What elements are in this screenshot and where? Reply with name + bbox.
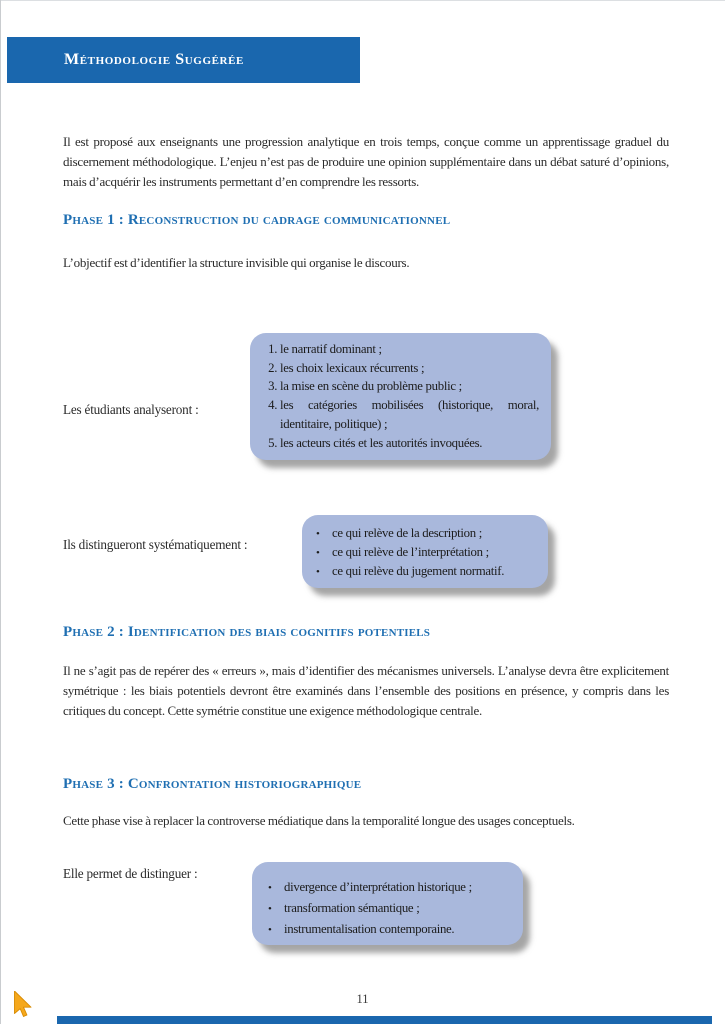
distinction-bullet-list (316, 524, 548, 581)
page-left-edge-line (0, 0, 1, 1024)
page-title: Méthodologie Suggérée (64, 51, 244, 68)
phase-2-heading: Phase 2 : Identification des biais cognitifs potentiels (63, 624, 431, 640)
outcomes-bullet-list (268, 877, 523, 940)
phase-1-lead: L’objectif est d’identifier la structure invisible qui organise le discours. (63, 255, 410, 270)
list-item: 2. les choix lexicaux récurrents ; (280, 359, 539, 378)
list-item: 3. la mise en scène du problème public ; (280, 377, 539, 396)
list-item: • instrumentalisation contemporaine. (268, 919, 523, 940)
analysis-list-box (250, 333, 551, 460)
outcomes-list-box (252, 862, 523, 945)
page-top-edge-line (0, 0, 725, 1)
footer-band (57, 1016, 712, 1024)
list-item: 4. les catégories mobilisées (historique, moral, identitaire, politique) ; (280, 396, 539, 433)
list-item: 1. le narratif dominant ; (280, 340, 539, 359)
list-item: • transformation sémantique ; (268, 898, 523, 919)
distinguish-label: Ils distingueront systématiquement : (63, 537, 248, 552)
students-analyze-label: Les étudiants analyseront : (63, 402, 199, 417)
phase-1-heading: Phase 1 : Reconstruction du cadrage communicationnel (63, 212, 451, 228)
phase-2-paragraph: Il ne s’agit pas de repérer des « erreurs », mais d’identifier des mécanismes universels. L’analyse devra être explicitement symétrique : les biais potentiels devront être examinés dans l’ensemble des positions en présence, y compris dans les critiques du concept. Cette symétrie constitue une exigence méthodologique centrale. (63, 663, 669, 718)
mouse-pointer-icon (13, 991, 34, 1018)
list-item: • ce qui relève de la description ; (316, 524, 548, 543)
section-title-bar (7, 37, 360, 83)
list-item: • divergence d’interprétation historique ; (268, 877, 523, 898)
list-item: • ce qui relève du jugement normatif. (316, 562, 548, 581)
distinction-list-box (302, 515, 548, 588)
page-number: 11 (356, 992, 369, 1006)
intro-paragraph: Il est proposé aux enseignants une progression analytique en trois temps, conçue comme un apprentissage graduel du discernement méthodologique. L’enjeu n’est pas de produire une opinion supplémentaire dans un débat saturé d’opinions, mais d’acquérir les instruments permettant d’en comprendre les ressorts. (63, 134, 669, 189)
list-item: 5. les acteurs cités et les autorités invoquées. (280, 434, 539, 453)
outcomes-label: Elle permet de distinguer : (63, 866, 198, 881)
list-item: • ce qui relève de l’interprétation ; (316, 543, 548, 562)
analysis-ordered-list (250, 340, 551, 452)
phase-3-lead: Cette phase vise à replacer la controverse médiatique dans la temporalité longue des usages conceptuels. (63, 813, 575, 828)
phase-3-heading: Phase 3 : Confrontation historiographique (63, 776, 362, 792)
